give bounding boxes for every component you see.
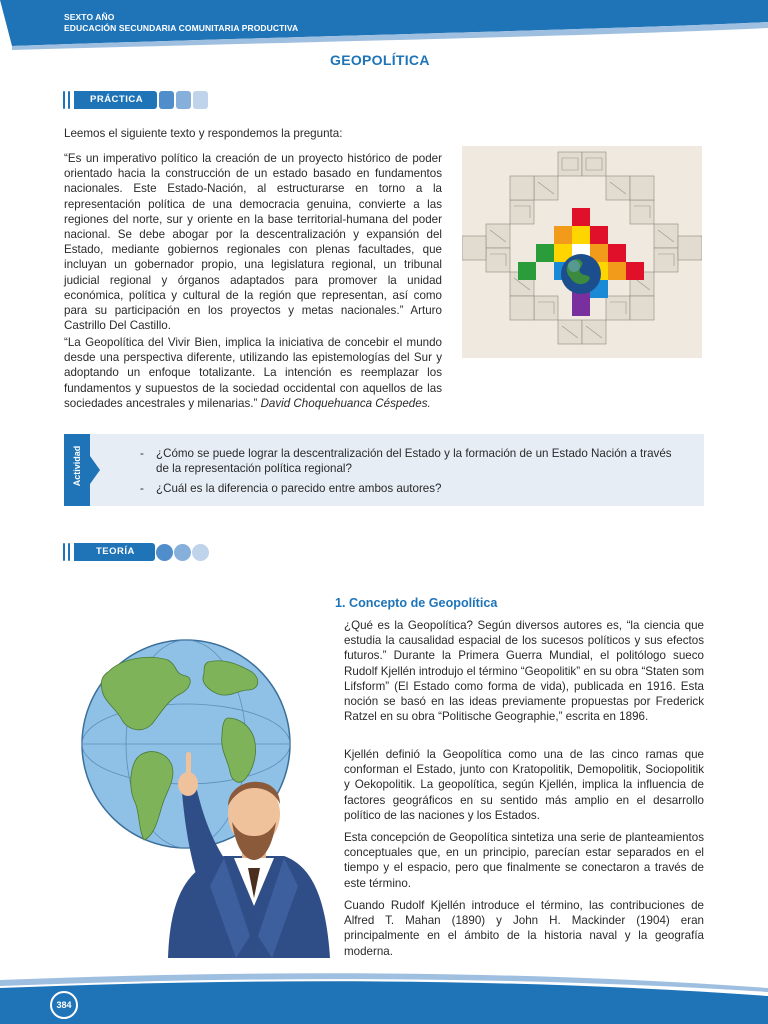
header-grade: SEXTO AÑO [64,12,115,22]
quote-castrillo: “Es un imperativo político la creación de un proyecto histórico de poder orientado hacia la construcción de un estado basado en fundamentos nacionales. Este Estado-Nación, al estructurarse en torno a la representación política de una democracia genuina, convierte a las regiones del norte, sur y oriente en la base territorial-humana del poder nacional. Se debe abogar por la descentralización y expansión del Estado, mediante gobiernos regionales con plenas facultades, que incluyan un gobernador propio, una legislatura regional, un tribunal judicial regional y órganos adaptados para promover la unidad económica, política y cultural de la región que representan, así como para su participación en los proyectos y metas nacionales.” Arturo Castrillo Del Castillo. [64,152,442,333]
quote-choquehuanca-text: “La Geopolítica del Vivir Bien, implica la iniciativa de concebir el mundo desde una perspectiva diferente, utilizando las epistemologías del Sur y adoptando un enfoque totalizante. La intención es reemplazar los fundamentos y supuestos de la sociedad occidental con aquellos de las sociedades ancestrales y milenarias.” [64,336,442,410]
tab-dot-icon [192,544,209,561]
bullet-dash-icon: - [140,447,144,460]
chakana-wiphala-illustration [462,146,702,358]
footer-band [0,966,768,1024]
page-title: GEOPOLÍTICA [330,52,430,68]
tab-dot-icon [174,544,191,561]
header-program: EDUCACIÓN SECUNDARIA COMUNITARIA PRODUCTIVA [64,23,299,33]
activity-question-text: ¿Cuál es la diferencia o parecido entre ambos autores? [156,482,442,495]
theory-tab-label: TEORÍA [74,543,155,561]
quote-choquehuanca [64,335,442,411]
practice-section-tab [62,89,208,111]
activity-question-2 [140,481,676,496]
bullet-dash-icon: - [140,482,144,495]
theory-paragraph-3: Esta concepción de Geopolítica sintetiza una serie de planteamientos conceptuales que, en un principio, parecían estar separados en el tiempo y el espacio, pero que finalmente se conectaron a través de este término. [344,831,704,890]
tab-dot-icon [156,544,173,561]
theory-paragraph-2: Kjellén definió la Geopolítica como una de las cinco ramas que conforman el Estado, junto con Kratopolitik, Demopolitik, Sociopolitik y Oekopolitik. La geopolítica, según Kjellén, implica la influencia de factores geográficos en su sentido más amplio en el desarrollo político de las naciones y los Estados. [344,748,704,822]
concept-heading: 1. Concepto de Geopolítica [335,596,498,610]
tab-square-icon [193,91,208,109]
tab-square-icon [159,91,174,109]
theory-paragraph-1: ¿Qué es la Geopolítica? Según diversos autores es, “la ciencia que estudia la causalidad espacial de los sucesos políticos y sus efectos futuros.” Durante la Primera Guerra Mundial, el politólogo sueco Rudolf Kjellén introdujo el término “Geopolitik” en su obra “Staten som Lifsform” (El Estado como forma de vida), publicada en 1916. Esta noción se basó en las ideas previamente propuestas por Frederick Ratzel en su obra “Politische Geographie,” escrita en 1896. [344,619,704,724]
practice-intro: Leemos el siguiente texto y respondemos la pregunta: [64,127,343,140]
theory-paragraph-4: Cuando Rudolf Kjellén introduce el término, las contribuciones de Alfred T. Mahan (1890) y John H. Mackinder (1904) eran principalmente en el ámbito de la historia naval y la geografía moderna. [344,899,704,958]
tab-bracket-icon [62,89,74,111]
activity-question-1 [140,446,676,476]
activity-arrow-icon [90,456,100,484]
practice-tab-label: PRÁCTICA [74,91,157,109]
activity-tab [64,434,90,506]
page-number: 384 [50,991,78,1019]
theory-section-tab [62,541,209,563]
kjellen-globe-illustration [78,636,330,958]
activity-question-text: ¿Cómo se puede lograr la descentralización del Estado y la formación de un Estado Nación a través de la representación política regional? [156,447,672,475]
quote-choquehuanca-author: David Choquehuanca Céspedes. [260,396,431,410]
activity-tab-label: Actividad [72,445,82,487]
tab-bracket-icon [62,541,74,563]
tab-square-icon [176,91,191,109]
